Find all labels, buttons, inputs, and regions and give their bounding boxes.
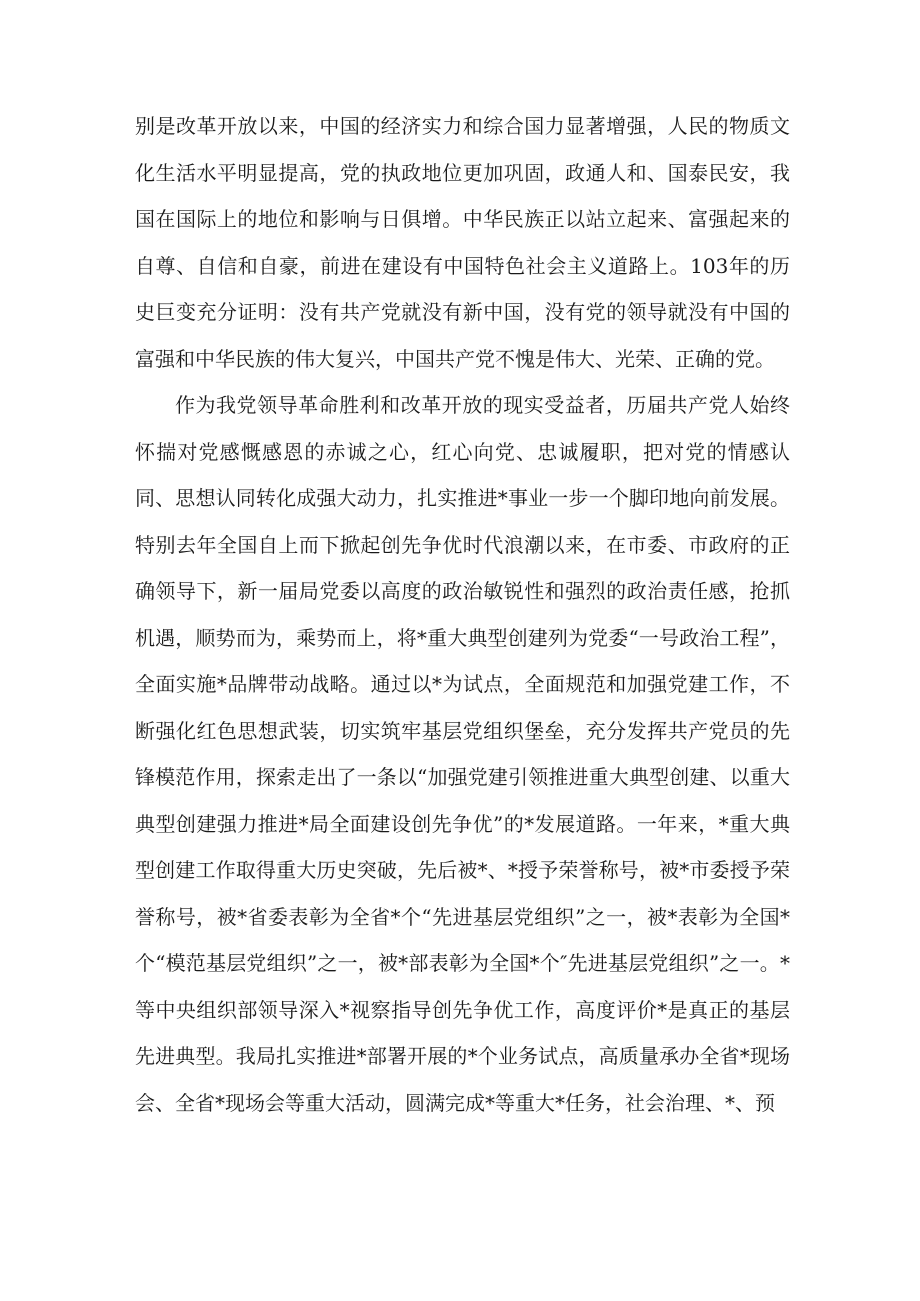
paragraph: 作为我党领导革命胜利和改革开放的现实受益者，历届共产党人始终怀揣对党感慨感恩的赤诚之心，红心向党、忠诚履职，把对党的情感认同、思想认同转化成强大动力，扎实推进*事业一步一个脚印地向前发展。特别去年全国自上而下掀起创先争优时代浪潮以来，在市委、市政府的正确领导下，新一届局党委以高度的政治敏锐性和强烈的政治责任感，抢抓机遇，顺势而为，乘势而上，将*重大典型创建列为党委“一号政治工程”，全面实施*品牌带动战略。通过以*为试点，全面规范和加强党建工作，不断强化红色思想武装，切实筑牢基层党组织堡垒，充分发挥共产党员的先锋模范作用，探索走出了一条以“加强党建引领推进重大典型创建、以重大典型创建强力推进*局全面建设创先争优”的*发展道路。一年来，*重大典型创建工作取得重大历史突破，先后被*、*授予荣誉称号，被*市委授予荣誉称号，被*省委表彰为全省*个“先进基层党组织”之一，被*表彰为全国*个“模范基层党组织”之一，被*部表彰为全国*个″先进基层党组织”之一。*等中央组织部领导深入*视察指导创先争优工作，高度评价*是真正的基层先进典型。我局扎实推进*部署开展的*个业务试点，高质量承办全省*现场会、全省*现场会等重大活动，圆满完成*等重大*任务，社会治理、*、预 [135, 393, 790, 1115]
document-body [135, 103, 790, 1126]
paragraph-continued: 别是改革开放以来，中国的经济实力和综合国力显著增强，人民的物质文化生活水平明显提高，党的执政地位更加巩固，政通人和、国泰民安，我国在国际上的地位和影响与日俱增。中华民族正以站立起来、富强起来的自尊、自信和自豪，前进在建设有中国特色社会主义道路上。103年的历史巨变充分证明：没有共产党就没有新中国，没有党的领导就没有中国的富强和中华民族的伟大复兴，中国共产党不愧是伟大、光荣、正确的党。 [135, 114, 790, 371]
